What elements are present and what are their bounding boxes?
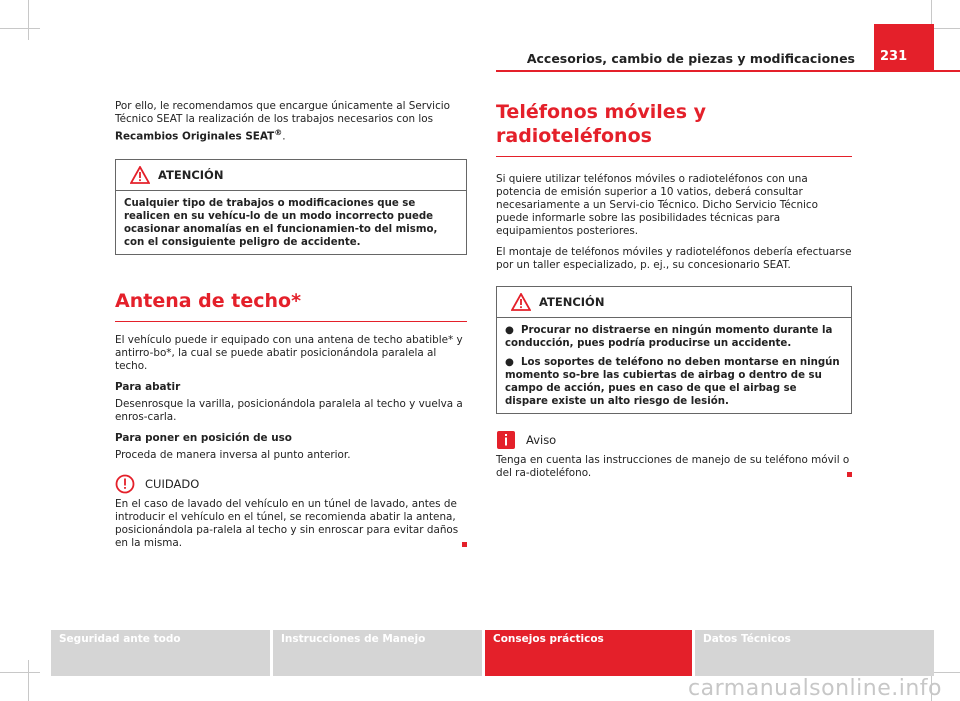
warning-box [496,286,852,414]
footer-tab-safety[interactable]: Seguridad ante todo [51,630,270,676]
caution-text: En el caso de lavado del vehículo en un túnel de lavado, antes de introducir el vehículo en el túnel, se recomienda abatir la antena, posicionándola pa-ralela al techo y sin enroscar para evitar daños en la misma. [115,498,467,550]
warning-header [116,160,466,191]
footer-tab-technical-data[interactable]: Datos Técnicos [695,630,934,676]
info-note-icon [496,430,516,450]
section-title-phones: Teléfonos móviles y radioteléfonos [496,100,852,157]
note-header [496,430,852,450]
warning-bullet: ● Procurar no distraerse en ningún momento durante la conducción, pues podría producirse un accidente. [505,325,833,349]
caution-title: CUIDADO [145,476,200,491]
warning-title: ATENCIÓN [539,294,605,309]
watermark: carmanualsonline.info [688,676,942,701]
warning-header [497,287,851,318]
caution-header [115,474,467,494]
warning-triangle-icon [130,166,150,184]
right-column [496,100,852,488]
end-of-section-mark [847,472,852,477]
footer-tab-practical-tips[interactable]: Consejos prácticos [485,630,692,676]
registered-mark: ® [274,128,283,137]
page-number: 231 [874,24,934,70]
subheading-fold: Para abatir [115,381,181,394]
warning-box [115,159,467,255]
crop-mark [0,28,40,29]
exclamation-circle-icon [115,474,135,494]
subheading-use-position: Para poner en posición de uso [115,432,292,445]
warning-bullet: ● Los soportes de teléfono no deben montarse en ningún momento so-bre las cubiertas de airbag o dentro de su campo de acción, pues en caso de que el airbag se dispare existe un alto riesgo de lesión. [505,357,840,407]
original-parts-term: Recambios Originales SEAT [115,130,275,143]
header-rule [496,70,960,72]
running-header: Accesorios, cambio de piezas y modificaciones [526,51,855,66]
phones-paragraph-1: Si quiere utilizar teléfonos móviles o radioteléfonos con una potencia de emisión superior a 10 vatios, deberá consultar necesariamente a un Servi-cio Técnico. Dicho Servicio Técnico puede informarle sobre las posibilidades técnicas para equipamientos posteriores. [496,173,818,237]
use-position-instructions: Proceda de manera inversa al punto anterior. [115,449,351,462]
warning-title: ATENCIÓN [158,167,224,182]
warning-body [116,191,466,254]
crop-mark [28,660,29,701]
crop-mark [0,672,40,673]
note-text: Tenga en cuenta las instrucciones de manejo de su teléfono móvil o del ra-dioteléfono. [496,454,852,480]
note-title: Aviso [526,432,557,447]
intro-paragraph: Por ello, le recomendamos que encargue únicamente al Servicio Técnico SEAT la realización de los trabajos necesarios con los Recambios Originales SEAT®. [115,100,451,143]
section-title-antenna: Antena de techo* [115,289,467,322]
antenna-intro: El vehículo puede ir equipado con una antena de techo abatible* y antirro-bo*, la cual se puede abatir posicionándola paralela al techo. [115,334,463,373]
phones-paragraph-2: El montaje de teléfonos móviles y radioteléfonos debería efectuarse por un taller especializado, p. ej., su concesionario SEAT. [496,246,852,271]
crop-mark [28,0,29,40]
warning-text: Cualquier tipo de trabajos o modificaciones que se realicen en su vehícu-lo de un modo incorrecto puede ocasionar anomalías en el funcionamien-to del mismo, con el consiguiente peligro de accidente. [124,198,438,249]
footer-tab-operating-instructions[interactable]: Instrucciones de Manejo [273,630,482,676]
end-of-section-mark [462,542,467,547]
warning-body [497,318,851,413]
warning-triangle-icon [511,293,531,311]
left-column [115,100,467,558]
fold-instructions: Desenrosque la varilla, posicionándola paralela al techo y vuelva a enros-carla. [115,398,463,424]
